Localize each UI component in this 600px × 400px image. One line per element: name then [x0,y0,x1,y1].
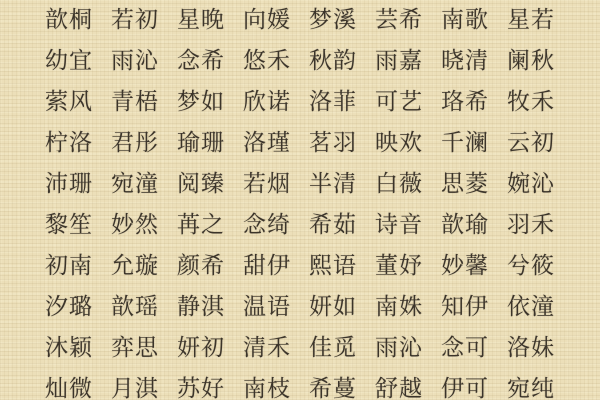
name-item: 妍初 [177,335,225,361]
name-item: 黎笙 [45,212,93,238]
name-item: 洛菲 [309,89,357,115]
name-item: 静淇 [177,294,225,320]
name-item: 念绮 [243,212,291,238]
name-item: 柠洛 [45,130,93,156]
name-item: 温语 [243,294,291,320]
name-item: 颜希 [177,253,225,279]
name-row [45,164,600,205]
name-row [45,287,600,328]
name-row [45,41,600,82]
name-item: 熙语 [309,253,357,279]
name-item: 诗音 [375,212,423,238]
name-row [45,328,600,369]
name-item: 弈思 [111,335,159,361]
name-item: 牧禾 [507,89,555,115]
name-item: 希蔓 [309,376,357,400]
name-item: 灿微 [45,376,93,400]
name-item: 洛瑾 [243,130,291,156]
name-item: 妙馨 [441,253,489,279]
name-item: 苏好 [177,376,225,400]
name-item: 妍如 [309,294,357,320]
name-row [45,82,600,123]
name-item: 佳觅 [309,335,357,361]
name-item: 南歌 [441,7,489,33]
name-item: 星若 [507,7,555,33]
name-item: 初南 [45,253,93,279]
name-item: 依潼 [507,294,555,320]
name-item: 可艺 [375,89,423,115]
name-item: 南枝 [243,376,291,400]
name-item: 甜伊 [243,253,291,279]
name-item: 歆瑜 [441,212,489,238]
name-item: 宛潼 [111,171,159,197]
name-item: 苒之 [177,212,225,238]
name-item: 幼宜 [45,48,93,74]
name-item: 千澜 [441,130,489,156]
name-item: 芸希 [375,7,423,33]
name-item: 晓清 [441,48,489,74]
name-item: 洛妹 [507,335,555,361]
name-row [45,205,600,246]
name-item: 董妤 [375,253,423,279]
name-item: 君彤 [111,130,159,156]
name-item: 歆瑶 [111,294,159,320]
name-item: 念可 [441,335,489,361]
name-item: 清禾 [243,335,291,361]
name-item: 白薇 [375,171,423,197]
name-item: 汐璐 [45,294,93,320]
name-item: 雨沁 [375,335,423,361]
name-item: 梦如 [177,89,225,115]
name-item: 阑秋 [507,48,555,74]
name-item: 妙然 [111,212,159,238]
name-item: 萦风 [45,89,93,115]
name-item: 雨嘉 [375,48,423,74]
name-item: 兮筱 [507,253,555,279]
name-item: 半清 [309,171,357,197]
name-item: 青梧 [111,89,159,115]
name-item: 雨沁 [111,48,159,74]
name-item: 南姝 [375,294,423,320]
name-item: 梦溪 [309,7,357,33]
name-item: 羽禾 [507,212,555,238]
name-item: 宛纯 [507,376,555,400]
name-item: 念希 [177,48,225,74]
name-item: 沛珊 [45,171,93,197]
name-item: 秋韵 [309,48,357,74]
name-item: 伊可 [441,376,489,400]
name-item: 希茹 [309,212,357,238]
name-item: 歆桐 [45,7,93,33]
name-item: 映欢 [375,130,423,156]
name-item: 若初 [111,7,159,33]
name-item: 瑜珊 [177,130,225,156]
name-item: 悠禾 [243,48,291,74]
name-item: 沐颖 [45,335,93,361]
name-row [45,246,600,287]
name-item: 思菱 [441,171,489,197]
name-row [45,0,600,41]
name-item: 欣诺 [243,89,291,115]
name-item: 允璇 [111,253,159,279]
name-item: 珞希 [441,89,489,115]
name-item: 茗羽 [309,130,357,156]
name-item: 云初 [507,130,555,156]
name-item: 知伊 [441,294,489,320]
name-item: 向媛 [243,7,291,33]
name-item: 舒越 [375,376,423,400]
name-item: 阅臻 [177,171,225,197]
name-row [45,369,600,400]
name-item: 月淇 [111,376,159,400]
name-item: 星晚 [177,7,225,33]
name-item: 婉沁 [507,171,555,197]
name-item: 若烟 [243,171,291,197]
name-row [45,123,600,164]
